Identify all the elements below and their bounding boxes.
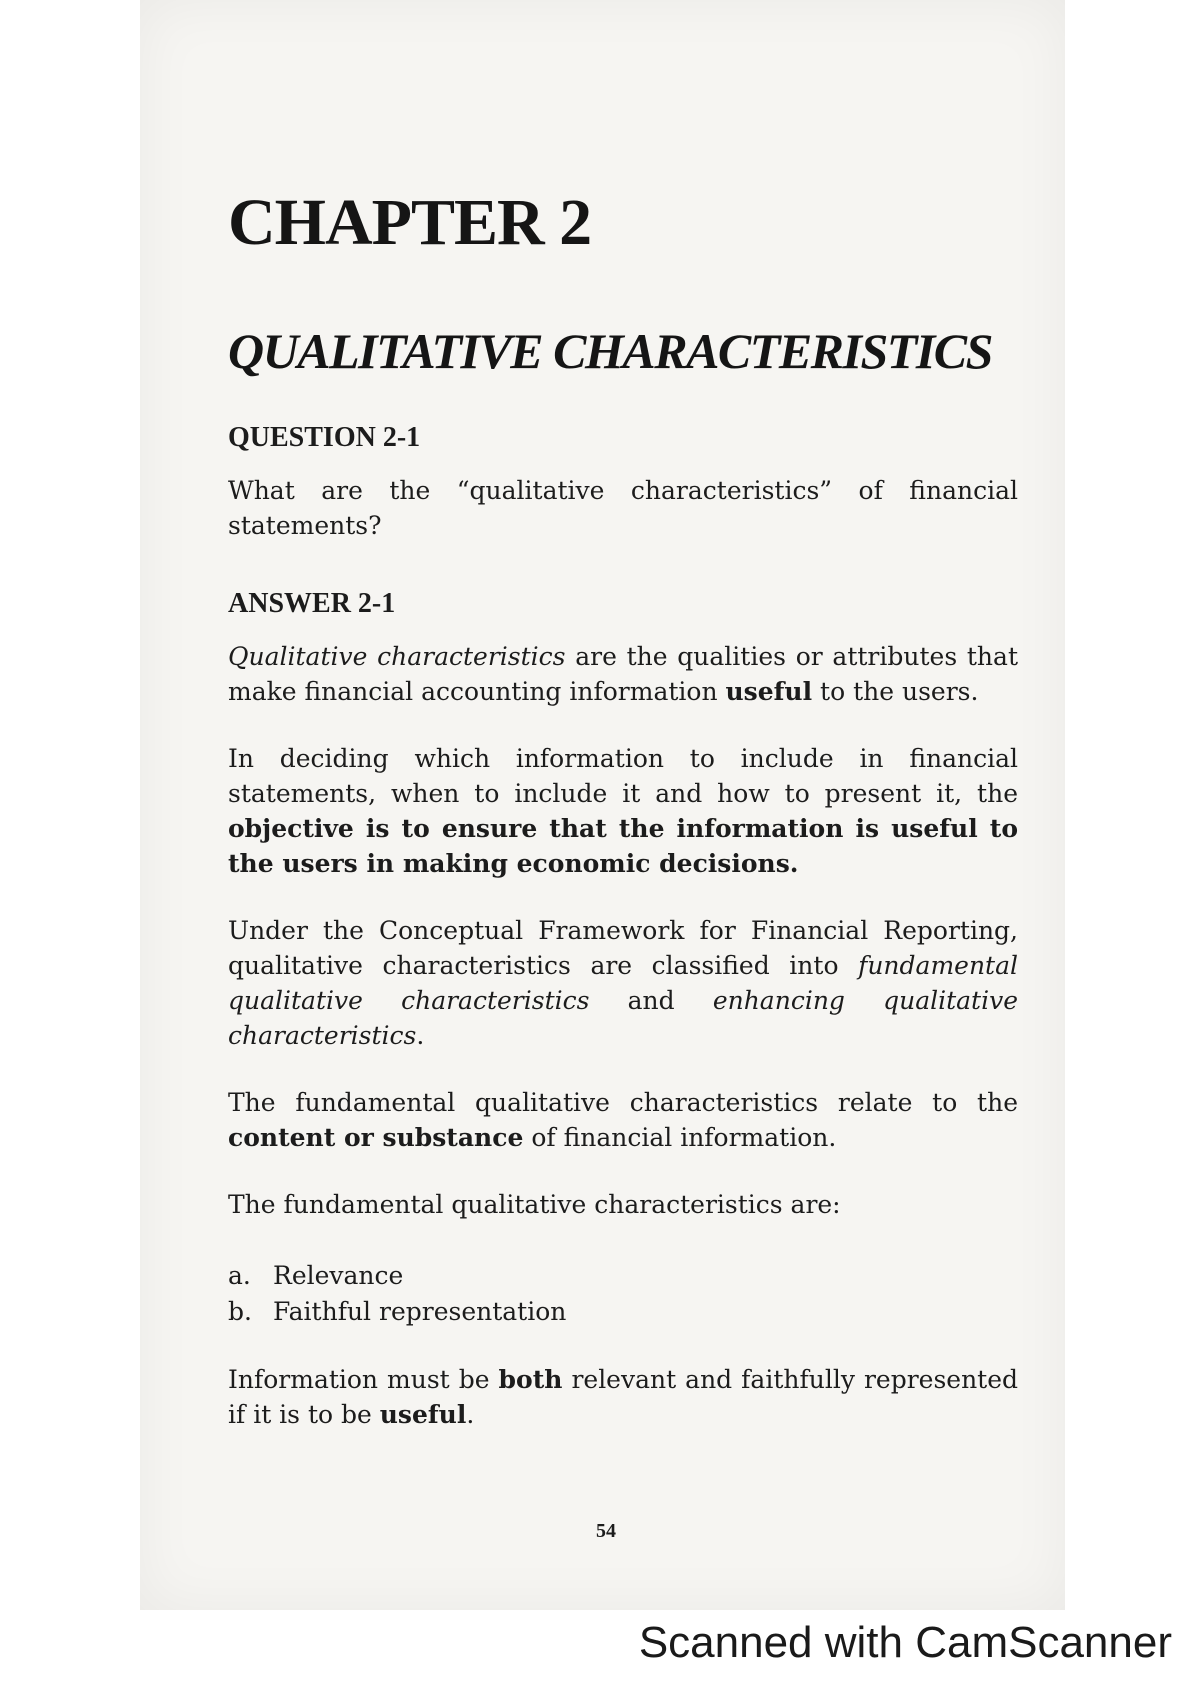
list-marker: a. <box>228 1261 251 1290</box>
answer-p4-text-b: of financial information. <box>523 1123 837 1152</box>
answer-p3-italic-a: fundamental qualitative characteristics <box>228 951 1018 1015</box>
answer-paragraph-6 <box>228 1362 1018 1432</box>
answer-p3-italic-b: enhancing qualitative characteristics <box>228 986 1019 1050</box>
page-content <box>228 185 1018 1432</box>
list-item-text: Faithful representation <box>273 1297 567 1326</box>
question-heading: QUESTION 2-1 <box>228 422 421 453</box>
answer-paragraph-5: The fundamental qualitative characteristics are: <box>228 1190 841 1219</box>
answer-p3-text-b: and <box>589 986 713 1015</box>
answer-p1-text-a: are the qualities or attributes that make financial accounting information <box>228 642 1018 706</box>
answer-p6-bold-b: useful <box>379 1400 467 1429</box>
section-title: QUALITATIVE CHARACTERISTICS <box>228 323 992 379</box>
chapter-title: CHAPTER 2 <box>228 186 592 259</box>
answer-paragraph-3 <box>228 913 1018 1053</box>
answer-p3-text-a: Under the Conceptual Framework for Financial Reporting, qualitative characteristics are classified into <box>228 916 1018 980</box>
list-marker: b. <box>228 1297 252 1326</box>
answer-p6-text-a: Information must be <box>228 1365 499 1394</box>
answer-p1-text-b: to the users. <box>812 677 979 706</box>
answer-p6-text-c: . <box>466 1400 475 1429</box>
answer-p4-text-a: The fundamental qualitative characteristics relate to the <box>228 1088 1018 1117</box>
answer-p2-bold: objective is to ensure that the information is useful to the users in making economic decisions. <box>228 814 1018 878</box>
fundamental-characteristics-list <box>228 1258 1018 1330</box>
answer-paragraph-1 <box>228 639 1018 709</box>
list-item-text: Relevance <box>273 1261 404 1290</box>
answer-p3-text-c: . <box>416 1021 425 1050</box>
answer-p2-text: In deciding which information to include in financial statements, when to include it and how to present it, the <box>228 744 1018 808</box>
answer-heading: ANSWER 2-1 <box>228 588 396 619</box>
answer-p6-text-b: relevant and faithfully represented if it is to be <box>228 1365 1019 1429</box>
list-item <box>228 1258 1018 1294</box>
answer-paragraph-2 <box>228 741 1018 881</box>
answer-p6-bold-a: both <box>498 1365 563 1394</box>
answer-p4-bold: content or substance <box>228 1123 524 1152</box>
answer-p1-bold: useful <box>725 677 813 706</box>
question-text: What are the “qualitative characteristics” of financial statements? <box>228 476 1018 540</box>
answer-paragraph-4 <box>228 1085 1018 1155</box>
qualitative-characteristics-term: Qualitative characteristics <box>228 642 566 671</box>
camscanner-watermark: Scanned with CamScanner <box>638 1618 1172 1667</box>
list-item <box>228 1294 1018 1330</box>
page-number: 54 <box>596 1520 616 1542</box>
